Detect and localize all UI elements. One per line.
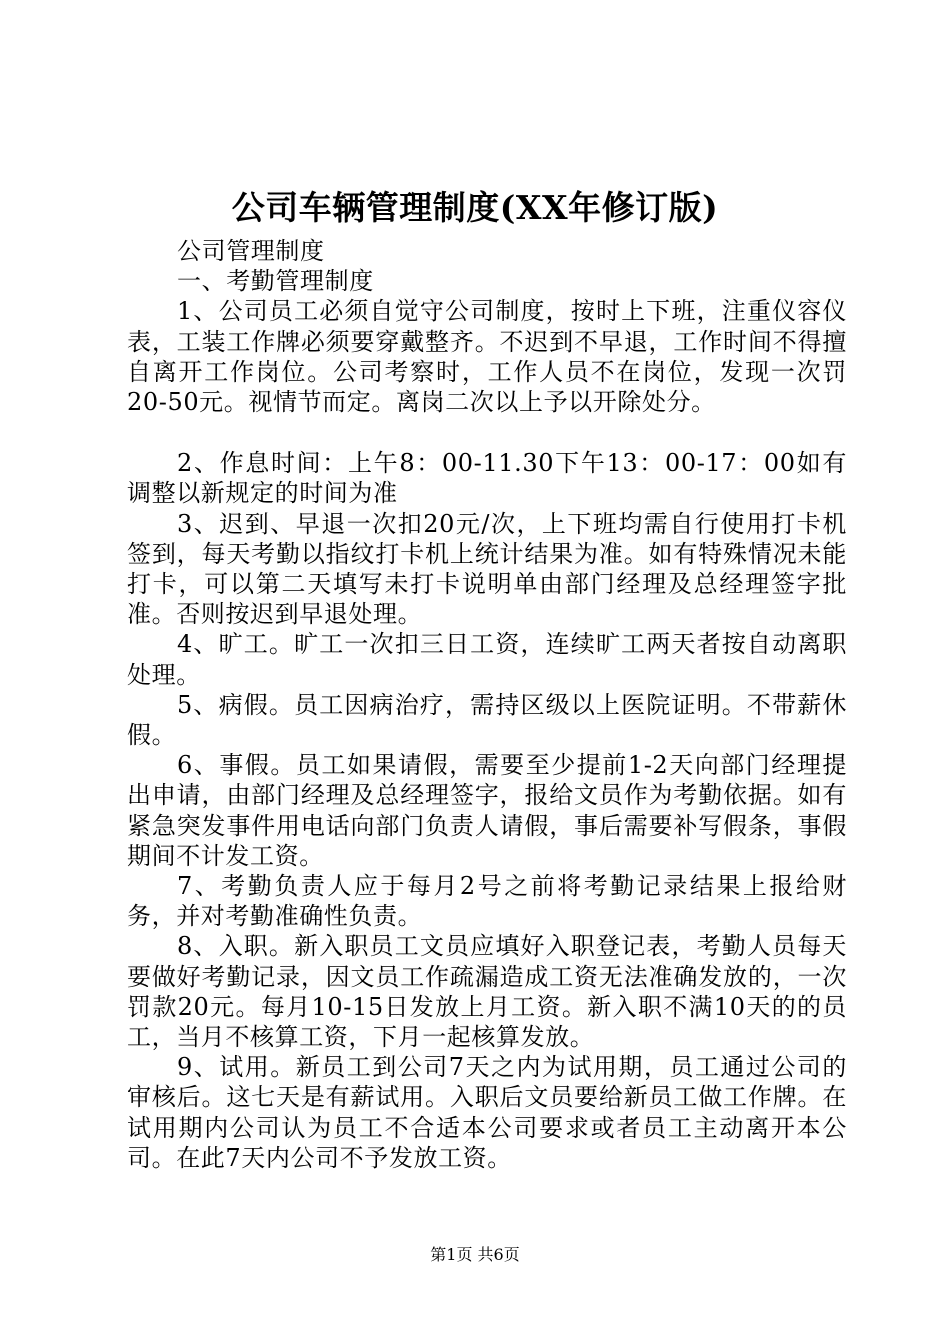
page-number-footer: 第1页 共6页 bbox=[430, 1245, 520, 1264]
paragraph-rule-6: 6、事假。员工如果请假，需要至少提前1-2天向部门经理提出申请，由部门经理及总经理签字，报给文员作为考勤依据。如有紧急突发事件用电话向部门负责人请假，事后需要补写假条，事假期间不计发工资。 bbox=[127, 751, 847, 870]
document-body bbox=[127, 236, 847, 1173]
section-heading-attendance: 一、考勤管理制度 bbox=[177, 267, 374, 296]
document-title: 公司车辆管理制度(XX年修订版) bbox=[231, 188, 719, 227]
paragraph-rule-2: 2、作息时间：上午8：00-11.30下午13：00-17：00如有调整以新规定的时间为准 bbox=[127, 449, 847, 508]
paragraph-rule-3: 3、迟到、早退一次扣20元/次，上下班均需自行使用打卡机签到，每天考勤以指纹打卡机上统计结果为准。如有特殊情况未能打卡，可以第二天填写未打卡说明单由部门经理及总经理签字批准。否则按迟到早退处理。 bbox=[127, 509, 847, 629]
paragraph-rule-7: 7、考勤负责人应于每月2号之前将考勤记录结果上报给财务，并对考勤准确性负责。 bbox=[127, 872, 847, 931]
section-heading-company-rules: 公司管理制度 bbox=[177, 237, 325, 265]
paragraph-rule-5: 5、病假。员工因病治疗，需持区级以上医院证明。不带薪休假。 bbox=[127, 690, 847, 750]
paragraph-rule-8: 8、入职。新入职员工文员应填好入职登记表，考勤人员每天要做好考勤记录，因文员工作疏漏造成工资无法准确发放的，一次罚款20元。每月10-15日发放上月工资。新入职不满10天的的员工，当月不核算工资，下月一起核算发放。 bbox=[127, 932, 847, 1052]
paragraph-rule-9: 9、试用。新员工到公司7天之内为试用期，员工通过公司的审核后。这七天是有薪试用。入职后文员要给新员工做工作牌。在试用期内公司认为员工不合适本公司要求或者员工主动离开本公司。在此7天内公司不予发放工资。 bbox=[127, 1053, 847, 1172]
paragraph-rule-4: 4、旷工。旷工一次扣三日工资，连续旷工两天者按自动离职处理。 bbox=[127, 630, 847, 689]
paragraph-rule-1: 1、公司员工必须自觉守公司制度，按时上下班，注重仪容仪表，工装工作牌必须要穿戴整齐。不迟到不早退，工作时间不得擅自离开工作岗位。公司考察时，工作人员不在岗位，发现一次罚20-50元。视情节而定。离岗二次以上予以开除处分。 bbox=[127, 297, 847, 417]
